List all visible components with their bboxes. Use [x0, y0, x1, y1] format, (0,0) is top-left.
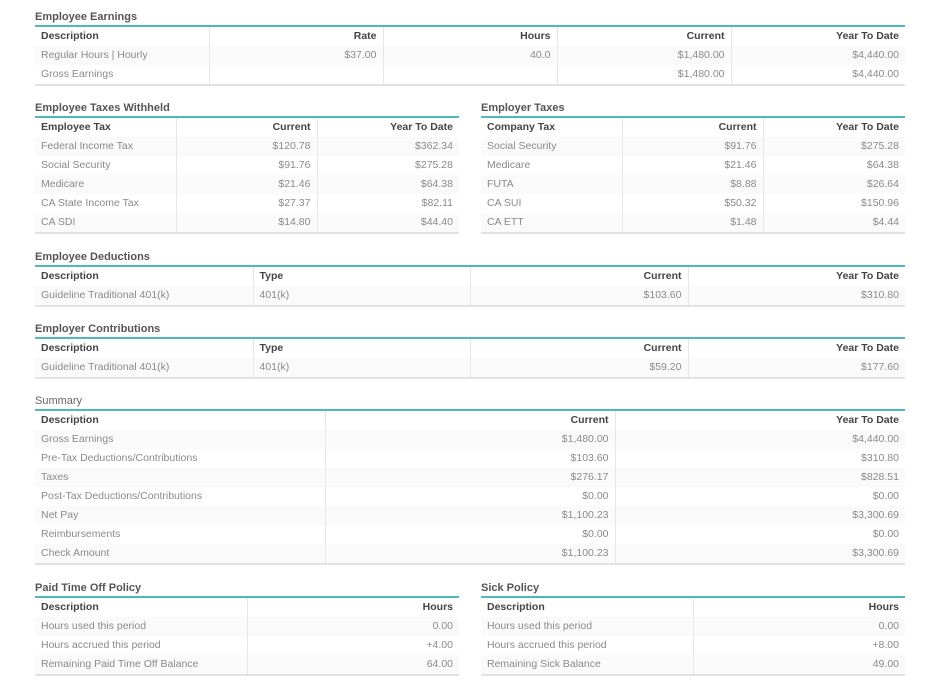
col-header: Current [325, 410, 615, 430]
col-header: Current [176, 117, 317, 137]
table-row [481, 137, 905, 156]
col-header: Company Tax [487, 121, 556, 133]
cell: Net Pay [35, 506, 325, 525]
cell: 0.00 [247, 617, 459, 636]
cell: $276.17 [325, 468, 615, 487]
cell: Guideline Traditional 401(k) [35, 286, 253, 306]
cell: $59.20 [470, 358, 688, 378]
cell: CA State Income Tax [41, 197, 139, 209]
employee-taxes-table [35, 116, 459, 234]
table-row [35, 156, 459, 175]
cell: $1,480.00 [557, 46, 731, 65]
cell: $362.34 [317, 137, 459, 156]
cell: Hours accrued this period [41, 639, 161, 651]
cell: +4.00 [247, 636, 459, 655]
cell: CA SUI [487, 197, 522, 209]
col-header: Year To Date [688, 266, 905, 286]
table-row [35, 544, 905, 564]
table-row [481, 636, 905, 655]
cell: Guideline Traditional 401(k) [35, 358, 253, 378]
cell: Hours used this period [35, 617, 247, 636]
summary-table [35, 409, 905, 565]
col-header: Hours [383, 26, 557, 46]
cell: $4.44 [763, 213, 905, 233]
col-header: Current [470, 338, 688, 358]
table-header-row [35, 410, 905, 430]
col-header: Hours [693, 597, 905, 617]
cell: Social Security [481, 137, 622, 156]
table-header-row [481, 117, 905, 137]
cell: $4,440.00 [615, 430, 905, 449]
cell: $310.80 [688, 286, 905, 306]
cell: Medicare [35, 175, 176, 194]
cell: $26.64 [763, 175, 905, 194]
cell: Regular Hours | Hourly [35, 46, 209, 65]
cell: Taxes [35, 468, 325, 487]
cell: 49.00 [693, 655, 905, 675]
cell: Gross Earnings [41, 68, 114, 80]
cell: $310.80 [615, 449, 905, 468]
cell: Post-Tax Deductions/Contributions [41, 490, 203, 502]
deductions-table [35, 265, 905, 307]
cell: $82.11 [317, 194, 459, 213]
table-row [35, 636, 459, 655]
table-header-row [481, 597, 905, 617]
table-header-row [35, 26, 905, 46]
cell: $3,300.69 [615, 506, 905, 525]
cell: $1,480.00 [325, 430, 615, 449]
employer-taxes-table [481, 116, 905, 234]
table-row [35, 655, 459, 675]
col-header: Current [557, 26, 731, 46]
section-title: Employer Taxes [481, 102, 565, 114]
col-header: Type [253, 266, 470, 286]
cell: $103.60 [470, 286, 688, 306]
col-header: Type [253, 338, 470, 358]
col-header: Rate [209, 26, 383, 46]
cell [209, 65, 383, 85]
pto-table [35, 596, 459, 676]
col-header: Description [41, 270, 99, 282]
employee-deductions-section [35, 249, 905, 307]
cell: CA SDI [35, 213, 176, 233]
col-header: Description [41, 601, 99, 613]
cell: Social Security [41, 159, 111, 171]
table-row [35, 358, 905, 378]
cell: 401(k) [253, 286, 470, 306]
cell: Pre-Tax Deductions/Contributions [41, 452, 198, 464]
cell: 0.00 [693, 617, 905, 636]
table-row [481, 194, 905, 213]
table-row [35, 137, 459, 156]
table-header-row [35, 338, 905, 358]
col-header: Year To Date [763, 117, 905, 137]
cell: $0.00 [615, 487, 905, 506]
cell: Reimbursements [41, 528, 121, 540]
table-row [35, 194, 459, 213]
cell: $50.32 [622, 194, 763, 213]
table-row [35, 468, 905, 487]
cell: FUTA [481, 175, 622, 194]
cell: +8.00 [693, 636, 905, 655]
cell: $275.28 [763, 137, 905, 156]
earnings-table [35, 25, 905, 86]
col-header: Description [41, 342, 99, 354]
cell: $21.46 [176, 175, 317, 194]
col-header: Description [487, 601, 545, 613]
cell: $120.78 [176, 137, 317, 156]
cell [383, 65, 557, 85]
cell: $91.76 [622, 137, 763, 156]
cell: $0.00 [615, 525, 905, 544]
table-row [35, 213, 459, 233]
col-header: Year To Date [688, 338, 905, 358]
cell: $103.60 [325, 449, 615, 468]
section-title: Employer Contributions [35, 323, 161, 335]
sick-table [481, 596, 905, 676]
section-title: Employee Deductions [35, 251, 150, 263]
cell: Hours accrued this period [487, 639, 607, 651]
cell: $4,440.00 [731, 46, 905, 65]
table-row [35, 65, 905, 85]
cell: $1,100.23 [325, 544, 615, 564]
cell: Federal Income Tax [35, 137, 176, 156]
cell: $828.51 [615, 468, 905, 487]
cell: Hours used this period [481, 617, 693, 636]
cell: $91.76 [176, 156, 317, 175]
table-header-row [35, 266, 905, 286]
col-header: Employee Tax [41, 121, 111, 133]
cell: $1.48 [622, 213, 763, 233]
cell: $177.60 [688, 358, 905, 378]
cell: Remaining Sick Balance [481, 655, 693, 675]
table-row [481, 655, 905, 675]
section-title: Employee Earnings [35, 11, 138, 23]
section-title: Sick Policy [481, 582, 540, 594]
col-header: Year To Date [317, 117, 459, 137]
summary-section [35, 393, 905, 565]
cell: $150.96 [763, 194, 905, 213]
employer-contributions-section [35, 321, 905, 379]
cell: Remaining Paid Time Off Balance [35, 655, 247, 675]
table-header-row [35, 597, 459, 617]
table-row [481, 175, 905, 194]
cell: $44.40 [317, 213, 459, 233]
cell: $37.00 [209, 46, 383, 65]
employer-taxes-section [481, 100, 905, 234]
col-header: Description [41, 30, 99, 42]
col-header: Year To Date [615, 410, 905, 430]
cell: $14.80 [176, 213, 317, 233]
cell: $3,300.69 [615, 544, 905, 564]
cell: $64.38 [317, 175, 459, 194]
col-header: Description [41, 414, 99, 426]
cell: 64.00 [247, 655, 459, 675]
col-header: Current [470, 266, 688, 286]
cell: 40.0 [383, 46, 557, 65]
cell: $8.88 [622, 175, 763, 194]
table-row [35, 449, 905, 468]
cell: 401(k) [253, 358, 470, 378]
employee-taxes-section [35, 100, 459, 234]
table-row [35, 286, 905, 306]
table-row [35, 617, 459, 636]
table-row [481, 213, 905, 233]
pto-policy-section [35, 580, 459, 676]
cell: $275.28 [317, 156, 459, 175]
cell: $4,440.00 [731, 65, 905, 85]
table-header-row [35, 117, 459, 137]
table-row [481, 156, 905, 175]
col-header: Current [622, 117, 763, 137]
section-title: Employee Taxes Withheld [35, 102, 170, 114]
table-row [35, 430, 905, 449]
cell: Medicare [487, 159, 531, 171]
section-title: Summary [35, 395, 83, 407]
cell: $27.37 [176, 194, 317, 213]
sick-policy-section [481, 580, 905, 676]
col-header: Hours [247, 597, 459, 617]
col-header: Year To Date [731, 26, 905, 46]
section-title: Paid Time Off Policy [35, 582, 142, 594]
cell: $1,100.23 [325, 506, 615, 525]
cell: $0.00 [325, 487, 615, 506]
table-row [35, 175, 459, 194]
contributions-table [35, 337, 905, 379]
cell: $21.46 [622, 156, 763, 175]
table-row [35, 506, 905, 525]
cell: $64.38 [763, 156, 905, 175]
cell: CA ETT [481, 213, 622, 233]
table-row [35, 487, 905, 506]
cell: $1,480.00 [557, 65, 731, 85]
table-row [35, 525, 905, 544]
cell: Check Amount [35, 544, 325, 564]
employee-earnings-section [35, 9, 905, 86]
table-row [35, 46, 905, 65]
cell: Gross Earnings [35, 430, 325, 449]
table-row [481, 617, 905, 636]
cell: $0.00 [325, 525, 615, 544]
